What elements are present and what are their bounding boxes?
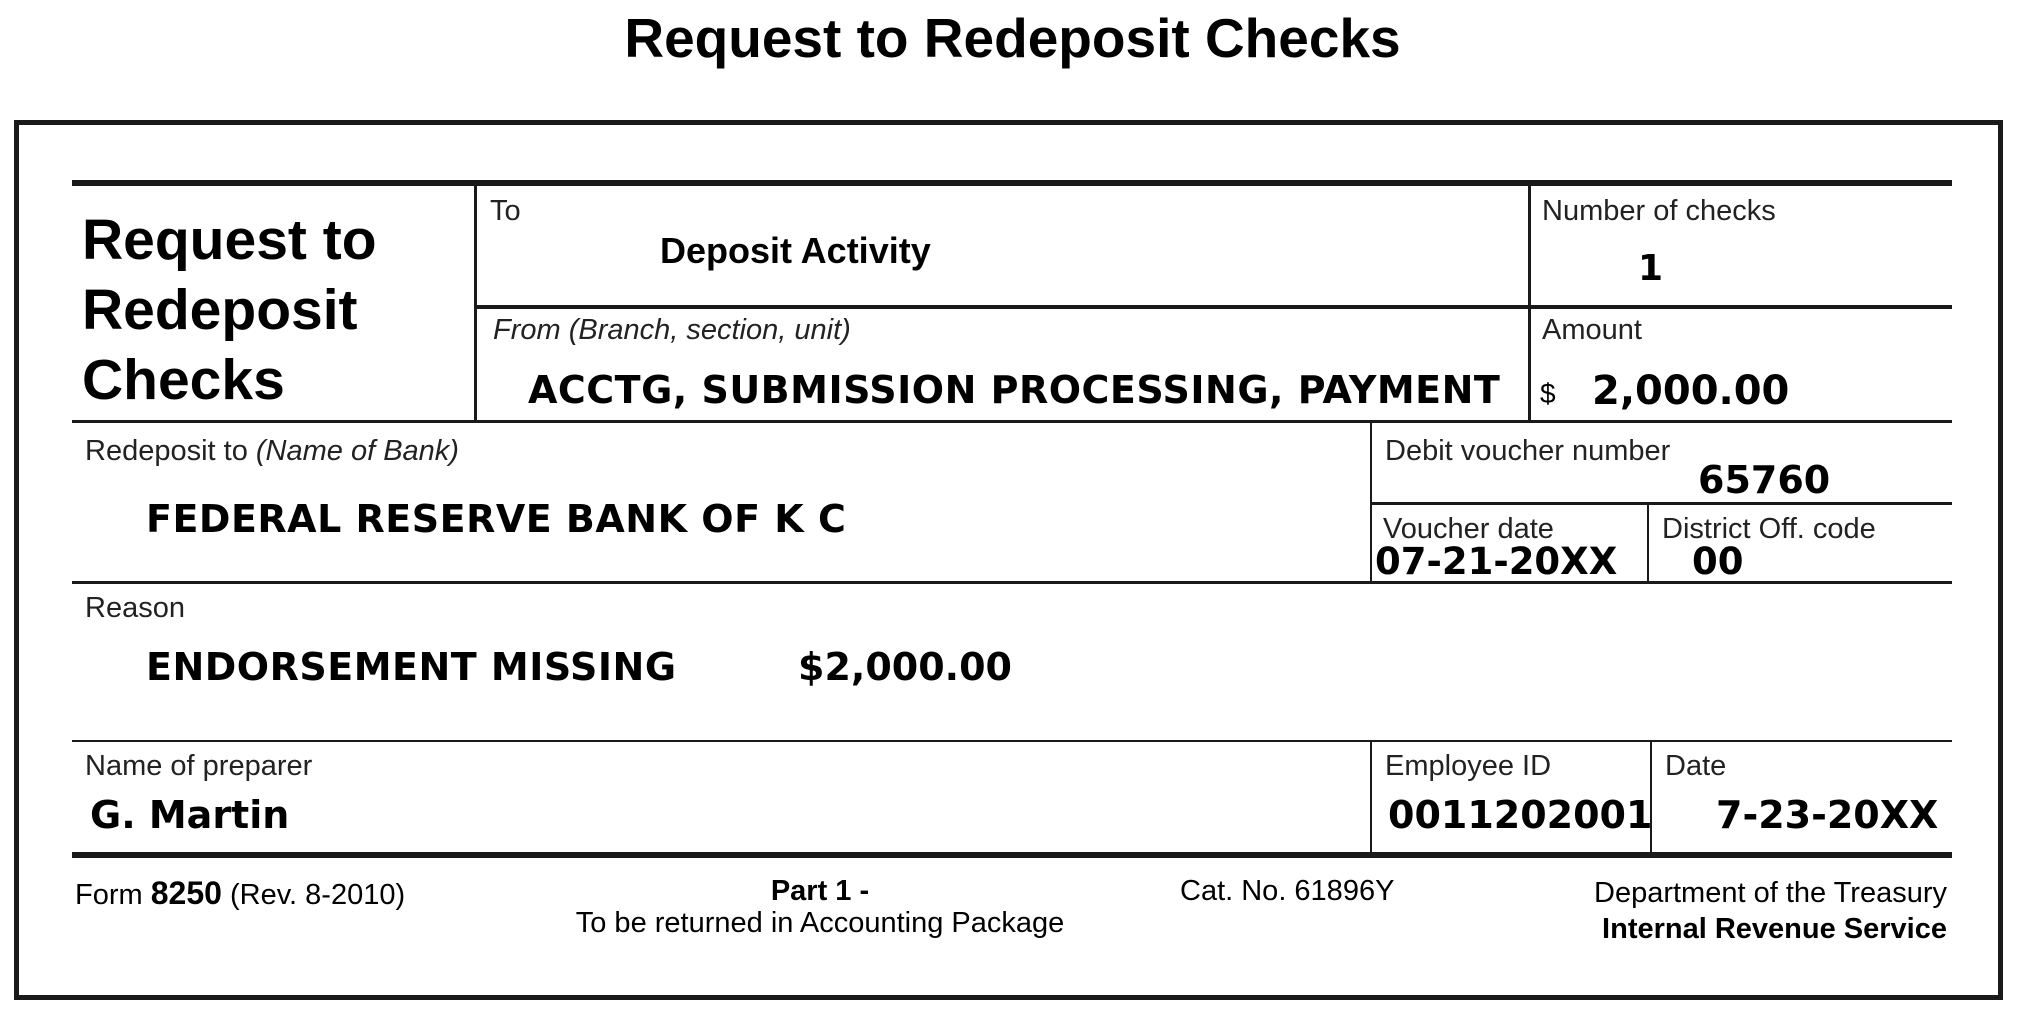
voucher-date-value: 07-21-20XX: [1375, 540, 1618, 583]
employee-id-label: Employee ID: [1385, 750, 1552, 782]
part-block: [530, 875, 1110, 939]
title-cell-divider: [474, 183, 477, 422]
date-code-divider: [1647, 502, 1649, 583]
voucher-block-divider: [1370, 420, 1372, 583]
header-bottom-rule: [72, 420, 1952, 423]
agency-block: [1450, 875, 1947, 947]
form-prefix: Form: [75, 879, 151, 911]
from-label: From (Branch, section, unit): [493, 314, 851, 346]
form-title-line-1: Request to: [82, 208, 377, 272]
amount-value: 2,000.00: [1592, 368, 1790, 414]
department-name: Department of the Treasury: [1594, 877, 1947, 909]
employee-id-divider: [1370, 740, 1372, 854]
number-of-checks-label: Number of checks: [1542, 195, 1776, 227]
to-value: Deposit Activity: [660, 230, 931, 271]
voucher-number-divider: [1370, 502, 1952, 505]
catalog-number: Cat. No. 61896Y: [1180, 875, 1395, 907]
date-value: 7-23-20XX: [1716, 793, 1939, 837]
to-from-divider: [476, 305, 1952, 309]
bank-bottom-rule: [72, 581, 1952, 584]
reason-amount: $2,000.00: [798, 645, 1012, 689]
debit-voucher-number-value: 65760: [1698, 458, 1831, 502]
debit-voucher-number-label: Debit voucher number: [1385, 435, 1671, 467]
voucher-date-label: Voucher date: [1383, 513, 1554, 545]
amount-label: Amount: [1542, 314, 1642, 346]
part-title: Part 1 -: [770, 875, 870, 907]
amount-currency: $: [1540, 378, 1556, 409]
redeposit-to-value: FEDERAL RESERVE BANK OF K C: [146, 497, 847, 541]
form-number-value: 8250: [150, 875, 222, 911]
redeposit-to-label-prefix: Redeposit to: [85, 435, 256, 467]
preparer-bottom-thick-rule: [72, 852, 1952, 858]
form-revision: (Rev. 8-2010): [221, 879, 406, 911]
checks-amount-divider: [1528, 183, 1531, 422]
reason-label: Reason: [85, 592, 185, 624]
number-of-checks-value: 1: [1638, 248, 1664, 289]
top-thick-rule: [72, 180, 1952, 186]
page-title: Request to Redeposit Checks: [624, 7, 1401, 69]
agency-name: Internal Revenue Service: [1602, 913, 1947, 945]
employee-id-value: 0011202001: [1388, 793, 1653, 837]
district-office-code-label: District Off. code: [1662, 513, 1876, 545]
from-value: ACCTG, SUBMISSION PROCESSING, PAYMENT: [528, 368, 1501, 412]
redeposit-to-label: [85, 435, 459, 468]
form-title-line-2: Redeposit: [82, 278, 358, 342]
reason-text: ENDORSEMENT MISSING: [146, 645, 677, 689]
preparer-value: G. Martin: [90, 793, 290, 837]
form-title: [82, 205, 377, 415]
redeposit-to-label-italic: (Name of Bank): [255, 435, 459, 467]
district-office-code-value: 00: [1692, 540, 1744, 583]
to-label: To: [490, 195, 521, 227]
preparer-label: Name of preparer: [85, 750, 313, 782]
form-title-line-3: Checks: [82, 348, 285, 412]
form-number: [75, 875, 405, 912]
part-subtitle: To be returned in Accounting Package: [575, 907, 1065, 939]
date-label: Date: [1665, 750, 1727, 782]
reason-bottom-rule: [72, 740, 1952, 742]
